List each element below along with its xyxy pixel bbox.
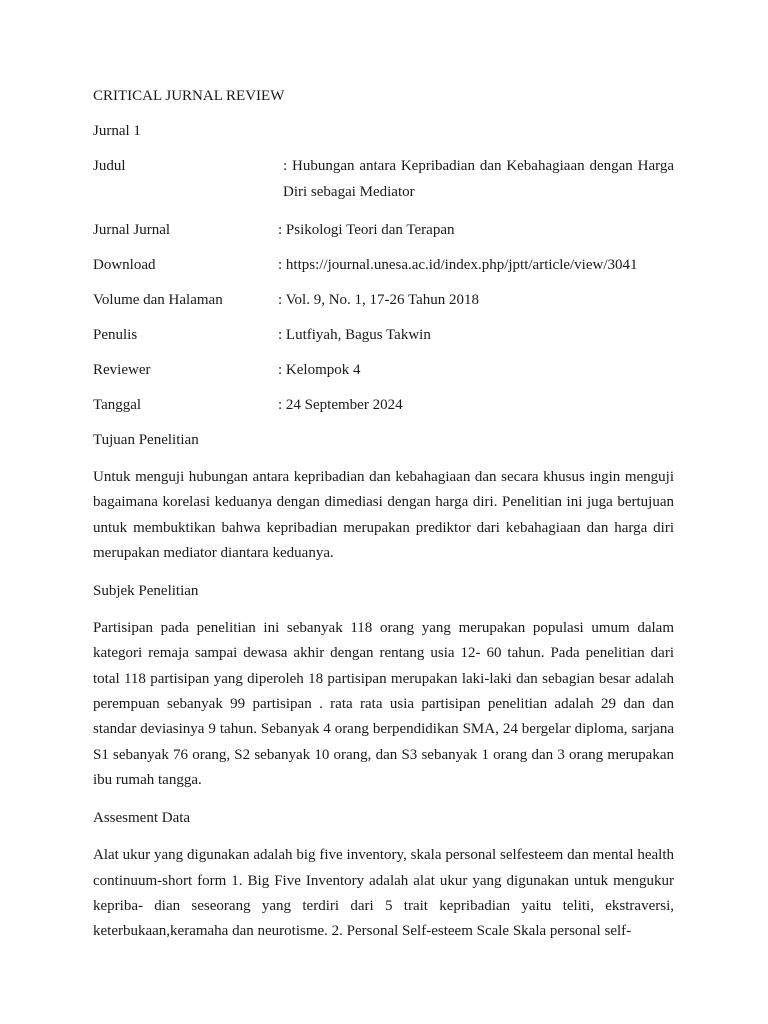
meta-value-link: : https://journal.unesa.ac.id/index.php/jptt/article/view/3041 xyxy=(278,257,638,273)
section-body-tujuan: Untuk menguji hubungan antara kepribadian dan kebahagiaan dan secara khusus ingin menguji bagaimana korelasi keduanya dengan dimediasi dengan harga diri. Penelitian ini juga bertujuan untuk membuktikan bahwa kepribadian merupakan prediktor dari kebahagiaan dan harga diri merupakan mediator diantara keduanya. xyxy=(93,469,674,561)
meta-row-tanggal xyxy=(93,395,674,415)
meta-key: Tanggal xyxy=(93,397,142,413)
meta-row-judul xyxy=(93,156,674,205)
section-heading-tujuan: Tujuan Penelitian xyxy=(93,432,199,448)
meta-value: : Psikologi Teori dan Terapan xyxy=(278,222,455,238)
document-title: CRITICAL JURNAL REVIEW xyxy=(93,88,285,104)
meta-key: Penulis xyxy=(93,327,138,343)
document-body xyxy=(93,86,674,944)
jurnal-label: Jurnal 1 xyxy=(93,123,141,139)
meta-key: Download xyxy=(93,257,156,273)
section-heading-assesment: Assesment Data xyxy=(93,810,191,827)
meta-key: Jurnal Jurnal xyxy=(93,222,171,238)
section-body-assesment: Alat ukur yang digunakan adalah big five inventory, skala personal selfesteem dan mental health continuum-short form 1. Big Five Inventory adalah alat ukur yang digunakan untuk mengukur kepriba- dian seseorang yang terdiri dari 5 trait kepribadian yaitu teliti, ekstraversi, keterbukaan,keramaha dan neurotisme. 2. Personal Self-esteem Scale Skala personal self- xyxy=(93,847,674,940)
meta-key: Volume dan Halaman xyxy=(93,292,223,308)
meta-key: Judul xyxy=(93,158,126,174)
meta-row-volume xyxy=(93,290,674,310)
meta-value: : Kelompok 4 xyxy=(278,362,361,378)
meta-value: : Hubungan antara Kepribadian dan Kebahagiaan dengan Harga Diri sebagai Mediator xyxy=(283,158,674,200)
meta-row-penulis xyxy=(93,325,674,345)
meta-row-jurnal xyxy=(93,220,674,240)
meta-value: : 24 September 2024 xyxy=(278,397,403,413)
section-body-subjek: Partisipan pada penelitian ini sebanyak 118 orang yang merupakan populasi umum dalam kategori remaja sampai dewasa akhir dengan rentang usia 12- 60 tahun. Pada penelitian dari total 118 partisipan yang diperoleh 18 partisipan merupakan laki-laki dan sebagian besar adalah perempuan sebanyak 99 partisipan . rata rata usia partisipan penelitian adalah 29 dan dan standar deviasinya 9 tahun. Sebanyak 4 orang berpendidikan SMA, 24 bergelar diploma, sarjana S1 sebanyak 76 orang, S2 sebanyak 10 orang, dan S3 sebanyak 1 orang dan 3 orang merupakan ibu rumah tangga. xyxy=(93,620,674,788)
meta-row-download xyxy=(93,255,674,275)
section-heading-subjek: Subjek Penelitian xyxy=(93,583,199,600)
meta-row-reviewer xyxy=(93,360,674,380)
meta-key: Reviewer xyxy=(93,362,151,378)
meta-value: : Lutfiyah, Bagus Takwin xyxy=(278,327,431,343)
meta-value: : Vol. 9, No. 1, 17-26 Tahun 2018 xyxy=(278,292,480,308)
